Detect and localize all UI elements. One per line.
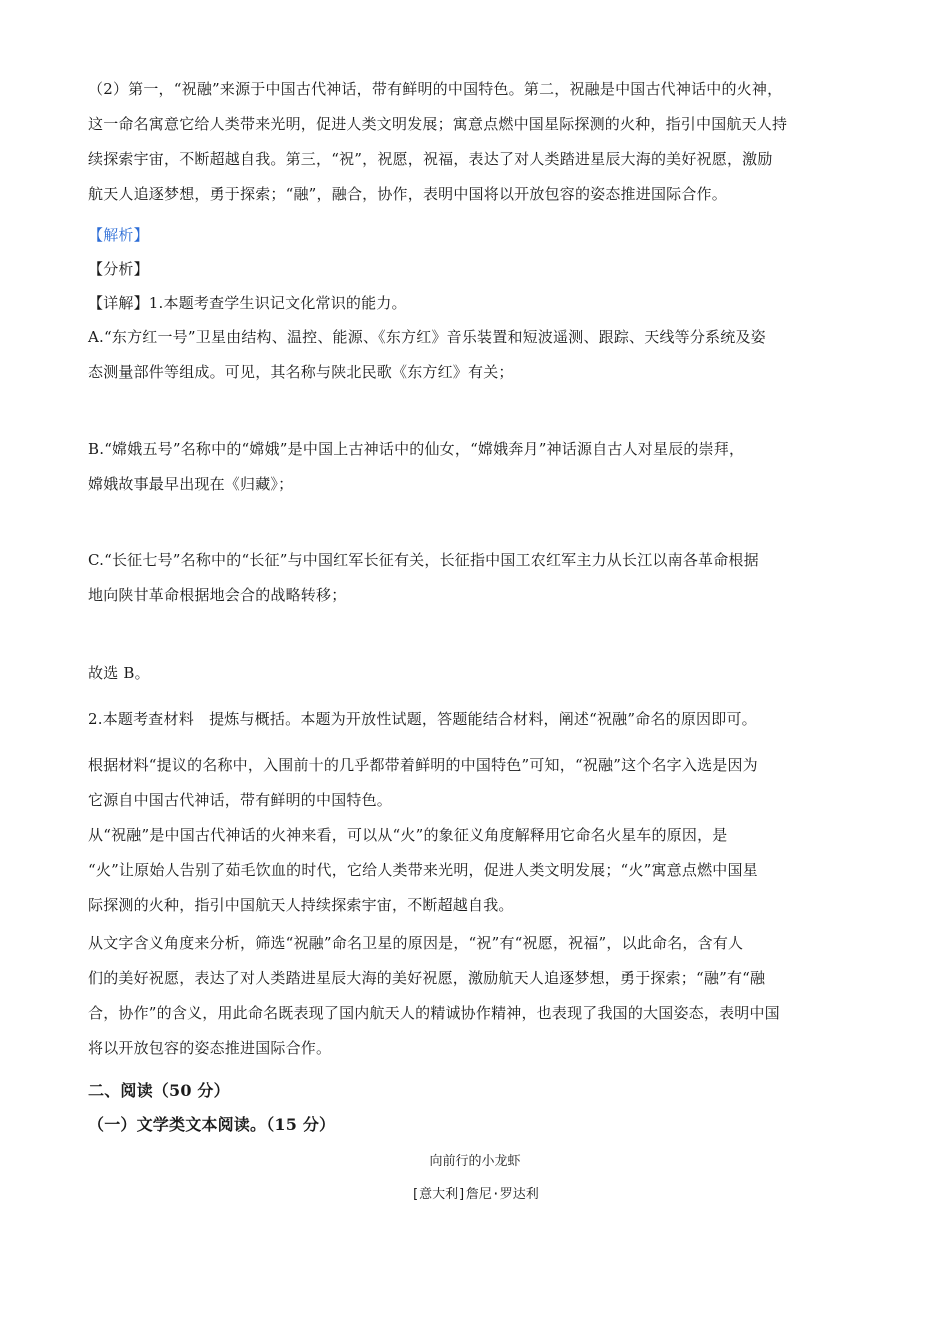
text-line: C.“长征七号”名称中的“长征”与中国红军长征有关，长征指中国工农红军主力从长江以南各革命根据 [88, 551, 759, 569]
material-paragraph-2 [88, 818, 878, 923]
section-2-heading: 二、阅读（50 分） [88, 1081, 230, 1100]
detail-line: 【详解】1.本题考查学生识记文化常识的能力。 [88, 294, 407, 312]
fenxi-label: 【分析】 [88, 260, 149, 278]
choice-line: 故选 B。 [88, 664, 150, 682]
text-line: （2）第一，“祝融”来源于中国古代神话，带有鲜明的中国特色。第二，祝融是中国古代神话中的火神， [88, 80, 783, 98]
text-line: 们的美好祝愿，表达了对人类踏进星辰大海的美好祝愿，激励航天人追逐梦想，勇于探索；“融”有“融 [88, 969, 766, 987]
text-line: B.“嫦娥五号”名称中的“嫦娥”是中国上古神话中的仙女，“嫦娥奔月”神话源自古人对星辰的崇拜， [88, 440, 745, 458]
text-line: 航天人追逐梦想，勇于探索；“融”，融合，协作，表明中国将以开放包容的姿态推进国际合作。 [88, 185, 727, 203]
text-line: 合，协作”的含义，用此命名既表现了国内航天人的精诚协作精神，也表现了我国的大国姿态，表明中国 [88, 1004, 780, 1022]
text-line: 从文字含义角度来分析，筛选“祝融”命名卫星的原因是，“祝”有“祝愿，祝福”，以此命名，含有人 [88, 934, 744, 952]
text-line: 态测量部件等组成。可见，其名称与陕北民歌《东方红》有关； [88, 363, 514, 381]
text-line: 它源自中国古代神话，带有鲜明的中国特色。 [88, 791, 393, 809]
text-line: “火”让原始人告别了茹毛饮血的时代，它给人类带来光明，促进人类文明发展；“火”寓意点燃中国星 [88, 861, 758, 879]
story-title: 向前行的小龙虾 [429, 1154, 521, 1169]
text-line: 根据材料“提议的名称中，入围前十的几乎都带着鲜明的中国特色”可知，“祝融”这个名字入选是因为 [88, 756, 758, 774]
answer-2-paragraph [88, 72, 878, 212]
option-c-paragraph [88, 543, 878, 613]
analysis-label: 【解析】 [88, 226, 149, 244]
text-line: 从“祝融”是中国古代神话的火神来看，可以从“火”的象征义角度解释用它命名火星车的原因，是 [88, 826, 728, 844]
option-b-paragraph [88, 432, 878, 502]
material-paragraph-1 [88, 748, 878, 818]
text-line: 嫦娥故事最早出现在《归藏》； [88, 475, 294, 493]
text-line: 际探测的火种，指引中国航天人持续探索宇宙，不断超越自我。 [88, 896, 514, 914]
text-line: 地向陕甘革命根据地会合的战略转移； [88, 586, 347, 604]
material-paragraph-3 [88, 926, 878, 1066]
text-line: 将以开放包容的姿态推进国际合作。 [88, 1039, 332, 1057]
text-line: 续探索宇宙，不断超越自我。第三，“祝”，祝愿，祝福，表达了对人类踏进星辰大海的美好祝愿，激励 [88, 150, 773, 168]
option-a-paragraph [88, 320, 878, 390]
text-line: 这一命名寓意它给人类带来光明，促进人类文明发展；寓意点燃中国星际探测的火种，指引中国航天人持 [88, 115, 788, 133]
text-line: A.“东方红一号”卫星由结构、温控、能源、《东方红》音乐装置和短波遥测、跟踪、天线等分系统及姿 [88, 328, 766, 346]
section-2-subheading: （一）文学类文本阅读。（15 分） [88, 1115, 336, 1134]
story-author: [意大利]詹尼·罗达利 [411, 1187, 539, 1202]
question-2-line: 2.本题考查材料 提炼与概括。本题为开放性试题，答题能结合材料，阐述“祝融”命名的原因即可。 [88, 710, 757, 728]
